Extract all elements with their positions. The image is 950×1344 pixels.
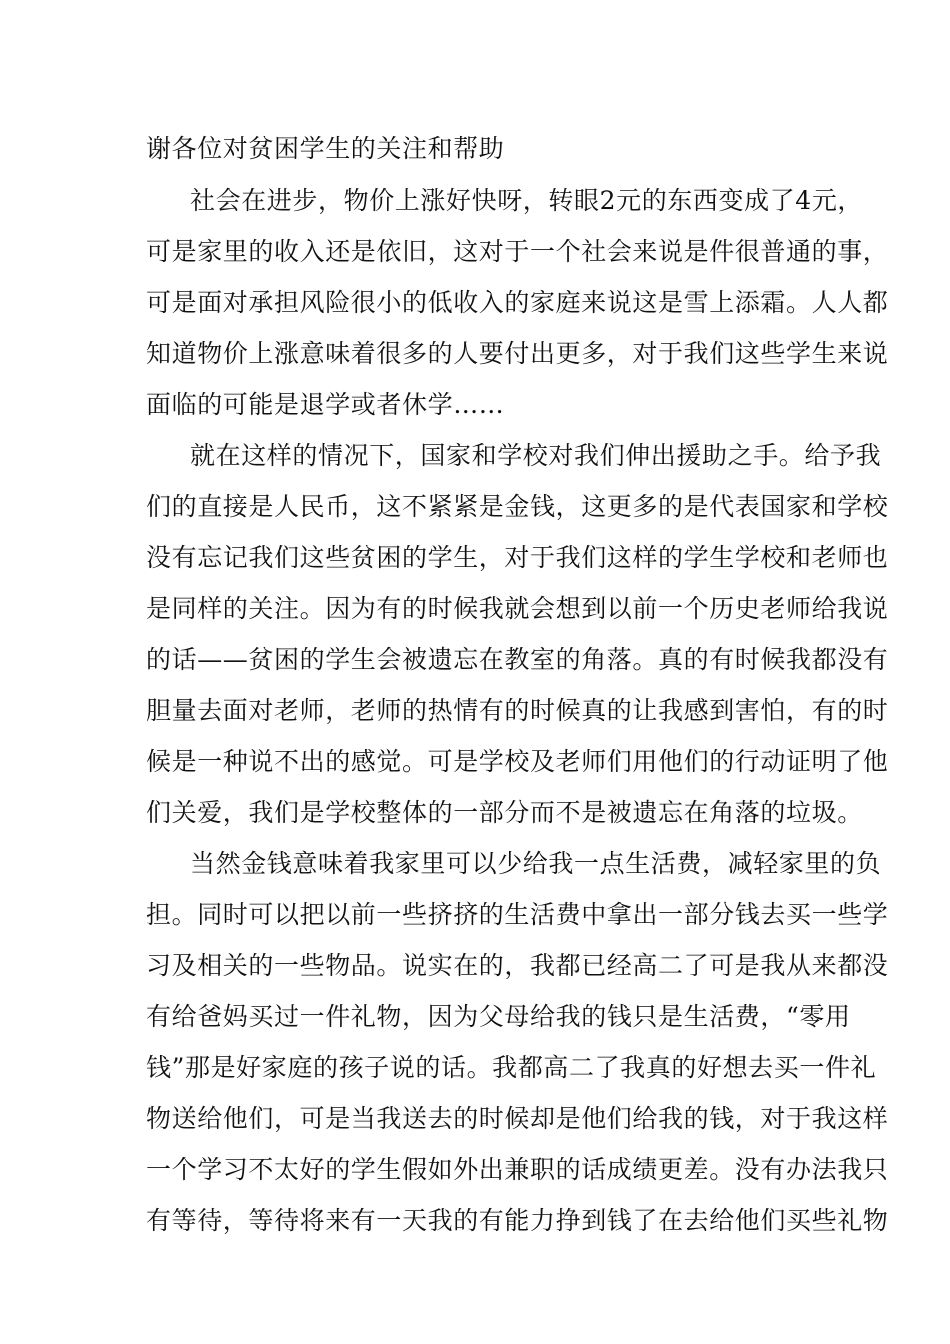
paragraph-2-line-6: 胆量去面对老师，老师的热情有的时候真的让我感到害怕，有的时 — [146, 696, 889, 725]
paragraph-1-line-1: 社会在进步，物价上涨好快呀，转眼2元的东西变成了4元， — [190, 186, 864, 215]
paragraph-1-line-3: 可是面对承担风险很小的低收入的家庭来说这是雪上添霜。人人都 — [146, 288, 889, 317]
paragraph-2-line-2: 们的直接是人民币，这不紧紧是金钱，这更多的是代表国家和学校 — [146, 492, 889, 521]
paragraph-2-line-4: 是同样的关注。因为有的时候我就会想到以前一个历史老师给我说 — [146, 594, 889, 623]
paragraph-1-line-4: 知道物价上涨意味着很多的人要付出更多，对于我们这些学生来说 — [146, 339, 889, 368]
paragraph-2-line-1: 就在这样的情况下，国家和学校对我们伸出援助之手。给予我 — [190, 441, 882, 470]
paragraph-1-line-2: 可是家里的收入还是依旧，这对于一个社会来说是件很普通的事， — [146, 237, 889, 266]
paragraph-2-line-8: 们关爱，我们是学校整体的一部分而不是被遗忘在角落的垃圾。 — [146, 798, 863, 827]
paragraph-2-line-7: 候是一种说不出的感觉。可是学校及老师们用他们的行动证明了他 — [146, 747, 889, 776]
paragraph-3-line-3: 习及相关的一些物品。说实在的，我都已经高二了可是我从来都没 — [146, 951, 889, 980]
paragraph-2-line-5: 的话——贫困的学生会被遗忘在教室的角落。真的有时候我都没有 — [146, 645, 889, 674]
paragraph-3-line-5: 钱”那是好家庭的孩子说的话。我都高二了我真的好想去买一件礼 — [146, 1053, 877, 1082]
paragraph-3-line-8: 有等待，等待将来有一天我的有能力挣到钱了在去给他们买些礼物 — [146, 1206, 889, 1235]
paragraph-3-line-6: 物送给他们，可是当我送去的时候却是他们给我的钱，对于我这样 — [146, 1104, 889, 1133]
heading-line: 谢各位对贫困学生的关注和帮助 — [146, 134, 505, 163]
paragraph-3-line-7: 一个学习不太好的学生假如外出兼职的话成绩更差。没有办法我只 — [146, 1155, 889, 1184]
paragraph-3-line-2: 担。同时可以把以前一些挤挤的生活费中拿出一部分钱去买一些学 — [146, 900, 889, 929]
paragraph-2-line-3: 没有忘记我们这些贫困的学生，对于我们这样的学生学校和老师也 — [146, 543, 889, 572]
paragraph-1-line-5: 面临的可能是退学或者休学…… — [146, 390, 505, 419]
paragraph-3-line-1: 当然金钱意味着我家里可以少给我一点生活费，减轻家里的负 — [190, 849, 882, 878]
paragraph-3-line-4: 有给爸妈买过一件礼物，因为父母给我的钱只是生活费，“零用 — [146, 1002, 851, 1031]
